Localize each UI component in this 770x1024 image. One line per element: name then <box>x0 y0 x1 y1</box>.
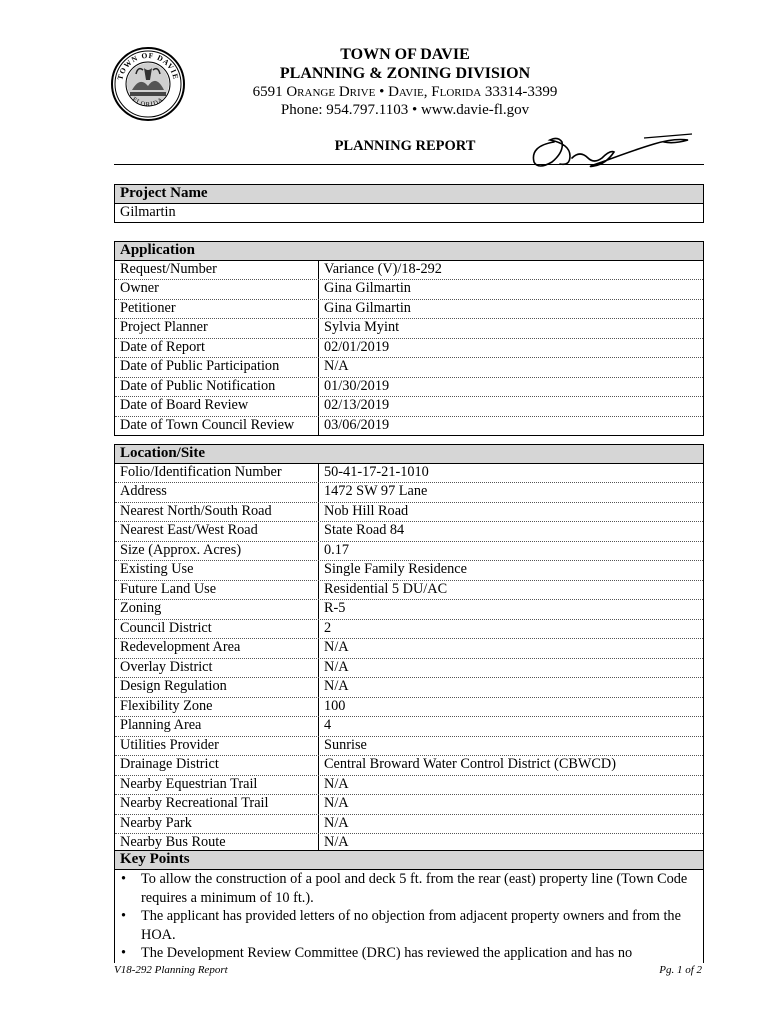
row-value: 0.17 <box>324 541 350 558</box>
row-label: Council District <box>115 620 319 639</box>
row-value: 2 <box>324 619 332 636</box>
row-value: N/A <box>324 775 349 792</box>
bullet-icon: • <box>121 908 127 924</box>
section-heading: Key Points <box>115 851 703 870</box>
row-label: Petitioner <box>115 300 319 319</box>
table-row <box>115 358 703 378</box>
row-value: Residential 5 DU/AC <box>324 580 448 597</box>
footer-page-number: Pg. 1 of 2 <box>659 964 702 976</box>
svg-text:TOWN OF DAVIE: TOWN OF DAVIE <box>115 50 181 81</box>
row-value: 03/06/2019 <box>324 416 390 433</box>
row-label: Date of Town Council Review <box>115 417 319 436</box>
row-value: 100 <box>324 697 346 714</box>
table-row <box>115 698 703 718</box>
table-row <box>115 620 703 640</box>
table-row <box>115 659 703 679</box>
row-label: Nearby Bus Route <box>115 834 319 853</box>
list-item: • The applicant has provided letters of no objection from adjacent property owners and from the HOA. <box>121 908 681 943</box>
row-label: Request/Number <box>115 261 319 280</box>
list-item: • The Development Review Committee (DRC) has reviewed the application and has no <box>121 945 633 961</box>
table-row <box>115 397 703 417</box>
location-site-table <box>114 444 704 854</box>
row-value: N/A <box>324 834 349 850</box>
table-row <box>115 319 703 339</box>
row-value: Gina Gilmartin <box>324 280 411 296</box>
table-row <box>115 464 703 484</box>
bullet-icon: • <box>121 871 127 887</box>
table-row <box>115 717 703 737</box>
key-points-section <box>114 850 704 963</box>
row-label: Redevelopment Area <box>115 639 319 658</box>
row-label: Date of Public Notification <box>115 378 319 397</box>
division-title: PLANNING & ZONING DIVISION <box>279 65 531 82</box>
row-label: Date of Report <box>115 339 319 358</box>
section-heading: Location/Site <box>115 445 703 464</box>
row-value: Nob Hill Road <box>324 502 409 519</box>
project-name-table <box>114 184 704 223</box>
row-label: Utilities Provider <box>115 737 319 756</box>
section-heading: Project Name <box>115 185 703 204</box>
row-label: Nearby Equestrian Trail <box>115 776 319 795</box>
table-row <box>115 378 703 398</box>
table-row <box>115 678 703 698</box>
row-value: Sylvia Myint <box>324 319 400 335</box>
row-value: 01/30/2019 <box>324 377 390 394</box>
row-label: Nearby Park <box>115 815 319 834</box>
table-row <box>115 776 703 796</box>
bullet-icon: • <box>121 945 127 961</box>
handwritten-signature <box>524 128 694 172</box>
table-row <box>115 756 703 776</box>
project-name-value: Gilmartin <box>120 203 176 220</box>
list-item: • To allow the construction of a pool and deck 5 ft. from the rear (east) property line (Town Code requires a minimum of 10 ft.). <box>121 871 688 906</box>
table-row <box>115 261 703 281</box>
row-label: Owner <box>115 280 319 299</box>
row-label: Project Planner <box>115 319 319 338</box>
row-value: Central Broward Water Control District (CBWCD) <box>324 756 617 772</box>
row-value: Single Family Residence <box>324 561 467 577</box>
row-value: Sunrise <box>324 736 367 753</box>
row-label: Drainage District <box>115 756 319 775</box>
row-label: Design Regulation <box>115 678 319 697</box>
row-value: State Road 84 <box>324 522 405 538</box>
row-label: Nearest East/West Road <box>115 522 319 541</box>
svg-text:FLORIDA: FLORIDA <box>130 95 166 109</box>
row-label: Folio/Identification Number <box>115 464 319 483</box>
table-row <box>115 280 703 300</box>
row-label: Date of Board Review <box>115 397 319 416</box>
address-line: 6591 Orange Drive • Davie, Florida 33314-3399 <box>252 84 558 100</box>
section-heading: Application <box>115 242 703 261</box>
row-value: N/A <box>324 814 349 831</box>
table-row <box>115 600 703 620</box>
row-label: Size (Approx. Acres) <box>115 542 319 561</box>
row-label: Overlay District <box>115 659 319 678</box>
footer-report-id: V18-292 Planning Report <box>114 964 228 976</box>
row-value: 1472 SW 97 Lane <box>324 483 428 499</box>
row-value: N/A <box>324 358 349 374</box>
table-row <box>115 542 703 562</box>
row-label: Future Land Use <box>115 581 319 600</box>
table-row <box>115 522 703 542</box>
row-value: 02/01/2019 <box>324 338 390 355</box>
row-value: R-5 <box>324 600 346 616</box>
row-value: N/A <box>324 639 349 655</box>
row-label: Existing Use <box>115 561 319 580</box>
town-title: TOWN OF DAVIE <box>340 46 470 63</box>
row-label: Planning Area <box>115 717 319 736</box>
phone-line: Phone: 954.797.1103 • www.davie-fl.gov <box>280 102 530 118</box>
key-points-list <box>115 870 703 963</box>
row-value: N/A <box>324 658 349 675</box>
table-row <box>115 339 703 359</box>
table-row <box>115 503 703 523</box>
row-value: Gina Gilmartin <box>324 299 411 316</box>
town-seal-logo <box>110 46 186 122</box>
row-value: Variance (V)/18-292 <box>324 260 442 277</box>
table-row <box>115 417 703 436</box>
header-divider <box>114 164 704 165</box>
table-row <box>115 300 703 320</box>
table-row <box>115 737 703 757</box>
report-title: PLANNING REPORT <box>334 138 476 154</box>
row-label: Address <box>115 483 319 502</box>
row-value: 4 <box>324 717 332 733</box>
table-row <box>115 581 703 601</box>
row-label: Flexibility Zone <box>115 698 319 717</box>
table-row <box>115 639 703 659</box>
table-row <box>115 795 703 815</box>
row-label: Nearest North/South Road <box>115 503 319 522</box>
application-table <box>114 241 704 436</box>
row-label: Date of Public Participation <box>115 358 319 377</box>
table-row <box>115 483 703 503</box>
row-label: Nearby Recreational Trail <box>115 795 319 814</box>
row-value: N/A <box>324 678 349 694</box>
table-row <box>115 561 703 581</box>
row-value: 02/13/2019 <box>324 397 390 413</box>
row-label: Zoning <box>115 600 319 619</box>
row-value: 50-41-17-21-1010 <box>324 463 429 480</box>
row-value: N/A <box>324 795 349 811</box>
table-row <box>115 815 703 835</box>
